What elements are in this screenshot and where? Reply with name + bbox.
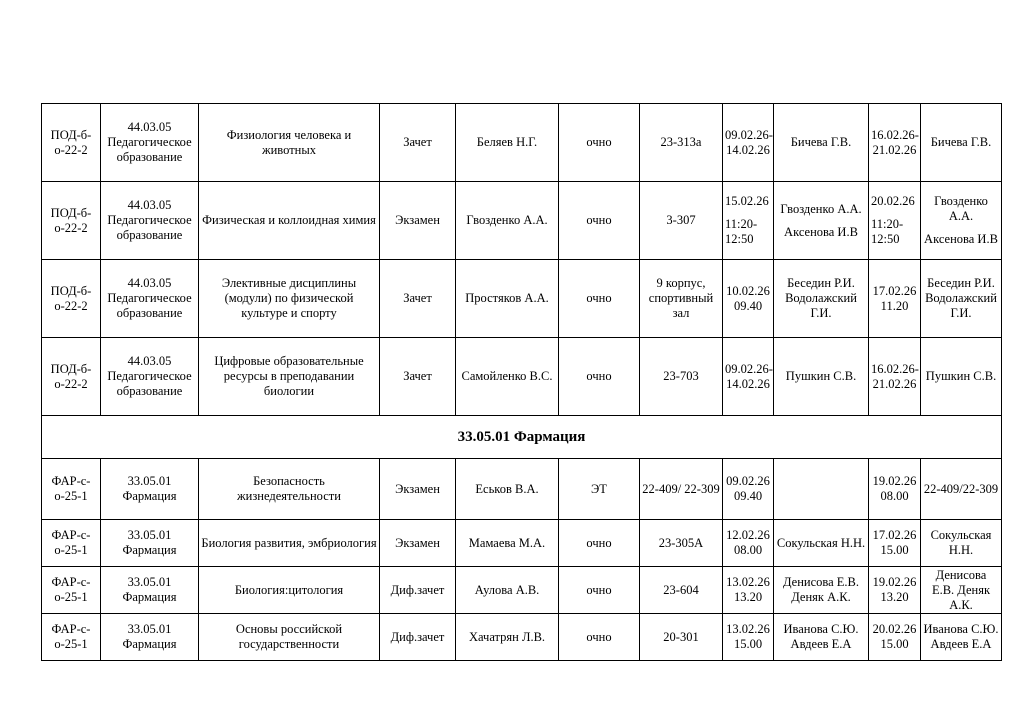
room-cell: 23-305А — [640, 520, 723, 567]
teacher-cell: Мамаева М.А. — [456, 520, 559, 567]
retake-commission-cell — [921, 182, 1002, 260]
study-mode-cell: очно — [559, 260, 640, 338]
group-cell: ФАР-с-о-25-1 — [42, 567, 101, 614]
group-cell: ПОД-б-о-22-2 — [42, 182, 101, 260]
study-mode-cell: очно — [559, 614, 640, 661]
discipline-cell: Элективные дисциплины (модули) по физической культуре и спорту — [199, 260, 380, 338]
specialty-cell: 33.05.01 Фармация — [101, 459, 199, 520]
commission-member: Аксенова И.В — [784, 224, 858, 239]
first-date-cell: 10.02.26 09.40 — [723, 260, 774, 338]
discipline-cell: Биология:цитология — [199, 567, 380, 614]
specialty-cell: 33.05.01 Фармация — [101, 520, 199, 567]
assessment-form-cell: Зачет — [380, 104, 456, 182]
retake-date-cell: 19.02.26 13.20 — [869, 567, 921, 614]
room-cell: 23-703 — [640, 338, 723, 416]
study-mode-cell: ЭТ — [559, 459, 640, 520]
group-cell: ПОД-б-о-22-2 — [42, 260, 101, 338]
retake-commission-cell: Денисова Е.В. Деняк А.К. — [921, 567, 1002, 614]
table-row — [42, 520, 1002, 567]
first-date-cell: 09.02.26-14.02.26 — [723, 104, 774, 182]
discipline-cell: Безопасность жизнедеятельности — [199, 459, 380, 520]
room-cell: 23-604 — [640, 567, 723, 614]
discipline-cell: Физическая и коллоидная химия — [199, 182, 380, 260]
study-mode-cell: очно — [559, 182, 640, 260]
discipline-cell: Биология развития, эмбриология — [199, 520, 380, 567]
specialty-cell: 44.03.05 Педагогическое образование — [101, 182, 199, 260]
teacher-cell: Аулова А.В. — [456, 567, 559, 614]
first-commission-cell: Бичева Г.В. — [774, 104, 869, 182]
first-commission-cell: Сокульская Н.Н. — [774, 520, 869, 567]
group-cell: ФАР-с-о-25-1 — [42, 614, 101, 661]
first-date-cell: 13.02.26 13.20 — [723, 567, 774, 614]
section-header-row — [42, 416, 1002, 459]
teacher-cell: Гвозденко А.А. — [456, 182, 559, 260]
first-time-text: 11:20-12:50 — [725, 217, 758, 246]
retake-date-cell: 17.02.26 11.20 — [869, 260, 921, 338]
first-date-cell: 09.02.26-14.02.26 — [723, 338, 774, 416]
retake-date-cell: 17.02.26 15.00 — [869, 520, 921, 567]
group-cell: ФАР-с-о-25-1 — [42, 459, 101, 520]
specialty-cell: 44.03.05 Педагогическое образование — [101, 260, 199, 338]
study-mode-cell: очно — [559, 104, 640, 182]
discipline-cell: Цифровые образовательные ресурсы в преподавании биологии — [199, 338, 380, 416]
retake-date-cell: 20.02.26 15.00 — [869, 614, 921, 661]
retake-commission-cell: Сокульская Н.Н. — [921, 520, 1002, 567]
group-cell: ПОД-б-о-22-2 — [42, 338, 101, 416]
room-cell: 22-409/ 22-309 — [640, 459, 723, 520]
first-commission-cell: Иванова С.Ю. Авдеев Е.А — [774, 614, 869, 661]
assessment-form-cell: Зачет — [380, 338, 456, 416]
study-mode-cell: очно — [559, 567, 640, 614]
first-commission-cell — [774, 459, 869, 520]
study-mode-cell: очно — [559, 338, 640, 416]
first-commission-cell — [774, 182, 869, 260]
teacher-cell: Самойленко В.С. — [456, 338, 559, 416]
commission-member: Аксенова И.В — [924, 232, 998, 246]
commission-member: Гвозденко А.А. — [934, 194, 988, 223]
assessment-form-cell: Экзамен — [380, 520, 456, 567]
assessment-form-cell: Зачет — [380, 260, 456, 338]
retake-date-cell: 16.02.26-21.02.26 — [869, 338, 921, 416]
assessment-form-cell: Экзамен — [380, 459, 456, 520]
table-row — [42, 459, 1002, 520]
first-commission-cell: Пушкин С.В. — [774, 338, 869, 416]
room-cell: 23-313а — [640, 104, 723, 182]
retake-commission-cell: 22-409/22-309 — [921, 459, 1002, 520]
retake-date-cell — [869, 182, 921, 260]
first-commission-cell: Беседин Р.И. Водолажский Г.И. — [774, 260, 869, 338]
specialty-cell: 44.03.05 Педагогическое образование — [101, 104, 199, 182]
teacher-cell: Беляев Н.Г. — [456, 104, 559, 182]
section-title: 33.05.01 Фармация — [42, 416, 1002, 459]
study-mode-cell: очно — [559, 520, 640, 567]
group-cell: ФАР-с-о-25-1 — [42, 520, 101, 567]
table-row — [42, 182, 1002, 260]
teacher-cell: Хачатрян Л.В. — [456, 614, 559, 661]
commission-member: Гвозденко А.А. — [780, 201, 862, 216]
retake-commission-cell: Пушкин С.В. — [921, 338, 1002, 416]
group-cell: ПОД-б-о-22-2 — [42, 104, 101, 182]
teacher-cell: Еськов В.А. — [456, 459, 559, 520]
first-commission-cell: Денисова Е.В. Деняк А.К. — [774, 567, 869, 614]
room-cell: 3-307 — [640, 182, 723, 260]
retake-commission-cell: Иванова С.Ю. Авдеев Е.А — [921, 614, 1002, 661]
first-date-cell — [723, 182, 774, 260]
first-date-text: 15.02.26 — [725, 194, 769, 208]
assessment-form-cell: Диф.зачет — [380, 567, 456, 614]
assessment-form-cell: Экзамен — [380, 182, 456, 260]
discipline-cell: Основы российской государственности — [199, 614, 380, 661]
table-row — [42, 614, 1002, 661]
room-cell: 20-301 — [640, 614, 723, 661]
retake-date-cell: 16.02.26-21.02.26 — [869, 104, 921, 182]
specialty-cell: 33.05.01 Фармация — [101, 567, 199, 614]
room-cell: 9 корпус, спортивный зал — [640, 260, 723, 338]
retake-date-cell: 19.02.26 08.00 — [869, 459, 921, 520]
first-date-cell: 12.02.26 08.00 — [723, 520, 774, 567]
table-row — [42, 260, 1002, 338]
table-row — [42, 104, 1002, 182]
table-row — [42, 338, 1002, 416]
schedule-table — [41, 103, 1002, 661]
teacher-cell: Простяков А.А. — [456, 260, 559, 338]
specialty-cell: 33.05.01 Фармация — [101, 614, 199, 661]
retake-date-text: 20.02.26 — [871, 194, 915, 208]
retake-commission-cell: Беседин Р.И. Водолажский Г.И. — [921, 260, 1002, 338]
first-date-cell: 09.02.26 09.40 — [723, 459, 774, 520]
specialty-cell: 44.03.05 Педагогическое образование — [101, 338, 199, 416]
discipline-cell: Физиология человека и животных — [199, 104, 380, 182]
retake-commission-cell: Бичева Г.В. — [921, 104, 1002, 182]
retake-time-text: 11:20-12:50 — [871, 217, 904, 246]
assessment-form-cell: Диф.зачет — [380, 614, 456, 661]
table-row — [42, 567, 1002, 614]
first-date-cell: 13.02.26 15.00 — [723, 614, 774, 661]
